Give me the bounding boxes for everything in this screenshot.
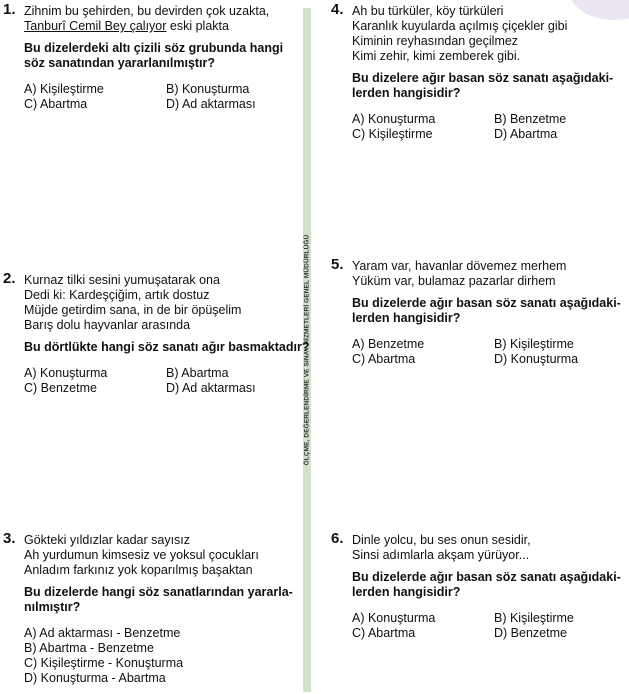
option-d[interactable]: D) Benzetme: [494, 626, 567, 640]
verse-line-underlined: [24, 19, 309, 34]
verse-line: Kiminin reyhasından geçilmez: [352, 34, 519, 48]
stem-line: Bu dörtlükte hangi söz sanatı ağır basmaktadır?: [24, 340, 310, 354]
stem-line: söz sanatından yararlanılmıştır?: [24, 56, 216, 70]
question-stem: [24, 41, 309, 71]
option-a[interactable]: A) Ad aktarması - Benzetme: [24, 626, 181, 640]
option-d[interactable]: D) Ad aktarması: [166, 381, 256, 395]
question-number: 4.: [331, 1, 344, 18]
question-stem: [24, 340, 309, 355]
question-stem: [352, 296, 629, 326]
option-a[interactable]: A) Kişileştirme: [24, 82, 104, 96]
option-a[interactable]: A) Konuşturma: [352, 112, 436, 126]
answer-options: [352, 337, 629, 367]
verse-line: Barış dolu hayvanlar arasında: [24, 318, 191, 332]
option-c[interactable]: C) Benzetme: [24, 381, 97, 395]
question-stem: [352, 570, 629, 600]
option-b[interactable]: B) Kişileştirme: [494, 337, 574, 351]
option-c[interactable]: C) Abartma: [24, 97, 88, 111]
question-stem: [352, 71, 629, 101]
option-a[interactable]: A) Konuşturma: [24, 366, 108, 380]
verse-line: Müjde getirdim sana, in de bir öpüşelim: [24, 303, 242, 317]
stem-line: lerden hangisidir?: [352, 311, 461, 325]
side-caption: ÖLÇME, DEĞERLENDİRME VE SINAV HİZMETLERİ GENEL MÜDÜRLÜĞÜ: [303, 234, 311, 466]
question-stem: [24, 585, 309, 615]
verse-line: Kurnaz tilki sesini yumuşatarak ona: [24, 273, 220, 287]
stem-line: lerden hangisidir?: [352, 86, 461, 100]
answer-options: [24, 366, 309, 396]
verse-line: Yaram var, havanlar dövemez merhem: [352, 259, 567, 273]
option-b[interactable]: B) Kişileştirme: [494, 611, 574, 625]
option-d[interactable]: D) Ad aktarması: [166, 97, 256, 111]
option-b[interactable]: B) Abartma - Benzetme: [24, 641, 154, 655]
verse-line: Ah bu türküler, köy türküleri: [352, 4, 504, 18]
verse-line: Anladım farkınız yok koparılmış başaktan: [24, 563, 253, 577]
answer-options: [24, 626, 309, 686]
stem-line: Bu dizelere ağır basan söz sanatı aşağıdaki-: [352, 71, 614, 85]
question-number: 5.: [331, 256, 344, 273]
stem-line: lerden hangisidir?: [352, 585, 461, 599]
option-b[interactable]: B) Konuşturma: [166, 82, 250, 96]
option-d[interactable]: D) Konuşturma: [494, 352, 579, 366]
underlined-phrase: Tanburî Cemil Bey çalıyor: [24, 19, 167, 33]
stem-line: Bu dizelerdeki altı çizili söz grubunda hangi: [24, 41, 284, 55]
answer-options: [24, 82, 309, 112]
option-c[interactable]: C) Kişileştirme: [352, 127, 433, 141]
verse-line: Gökteki yıldızlar kadar sayısız: [24, 533, 191, 547]
verse-line: Dedi ki: Kardeşçiğim, artık dostuz: [24, 288, 210, 302]
question-number: 1.: [3, 1, 16, 18]
verse-line: Karanlık kuyularda açılmış çiçekler gibi: [352, 19, 568, 33]
verse-line-rest: eski plakta: [166, 19, 229, 33]
stem-line: nılmıştır?: [24, 600, 81, 614]
question-number: 2.: [3, 270, 16, 287]
option-a[interactable]: A) Benzetme: [352, 337, 425, 351]
option-c[interactable]: C) Kişileştirme - Konuşturma: [24, 656, 184, 670]
verse-line: Kimi zehir, kimi zemberek gibi.: [352, 49, 521, 63]
option-c[interactable]: C) Abartma: [352, 352, 416, 366]
option-c[interactable]: C) Abartma: [352, 626, 416, 640]
option-b[interactable]: B) Benzetme: [494, 112, 567, 126]
option-a[interactable]: A) Konuşturma: [352, 611, 436, 625]
stem-line: Bu dizelerde ağır basan söz sanatı aşağıdaki-: [352, 296, 621, 310]
answer-options: [352, 611, 629, 641]
answer-options: [352, 112, 629, 142]
verse-line: Ah yurdumun kimsesiz ve yoksul çocukları: [24, 548, 259, 562]
stem-line: Bu dizelerde ağır basan söz sanatı aşağıdaki-: [352, 570, 621, 584]
option-b[interactable]: B) Abartma: [166, 366, 229, 380]
verse-line: Sinsi adımlarla akşam yürüyor...: [352, 548, 530, 562]
question-number: 3.: [3, 530, 16, 547]
verse-line: Zihnim bu şehirden, bu devirden çok uzakta,: [24, 4, 270, 18]
option-d[interactable]: D) Konuşturma - Abartma: [24, 671, 166, 685]
verse-line: Yüküm var, bulamaz pazarlar dirhem: [352, 274, 556, 288]
verse-line: Dinle yolcu, bu ses onun sesidir,: [352, 533, 531, 547]
stem-line: Bu dizelerde hangi söz sanatlarından yararla-: [24, 585, 293, 599]
question-number: 6.: [331, 530, 344, 547]
option-d[interactable]: D) Abartma: [494, 127, 558, 141]
